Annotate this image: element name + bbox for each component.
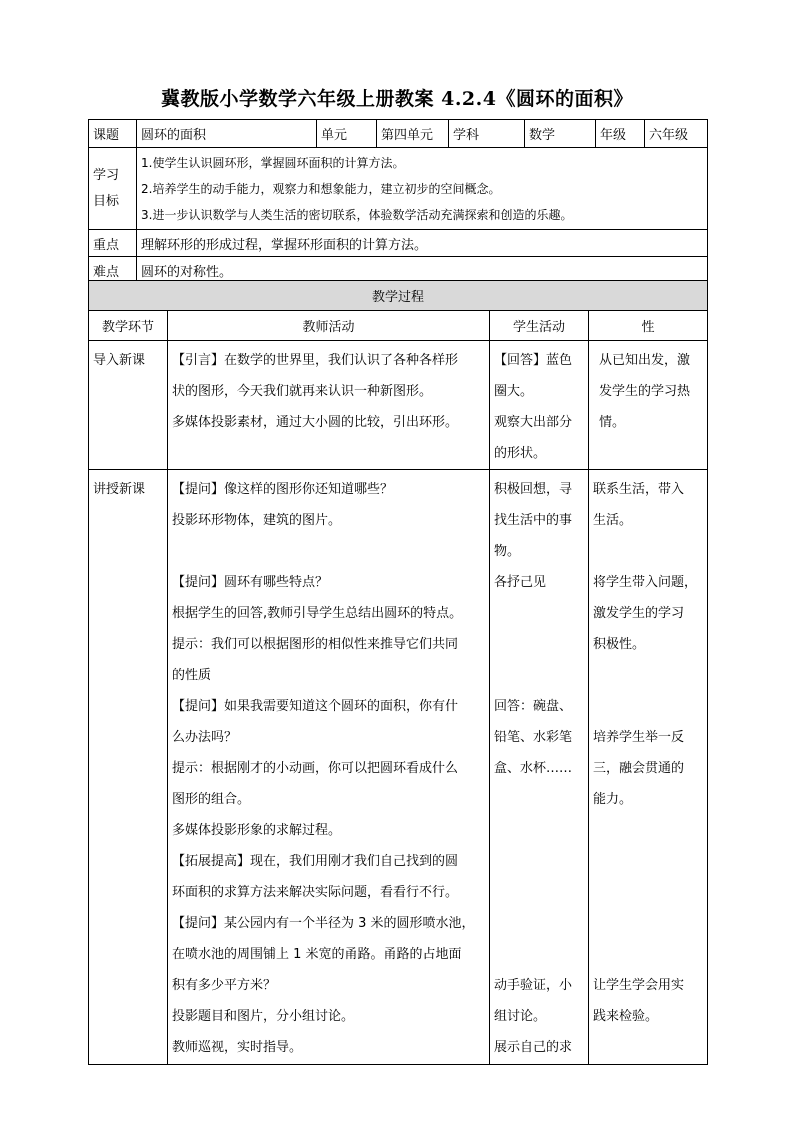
table-row xyxy=(89,341,708,470)
table-row xyxy=(89,470,708,1065)
header-intent: 性 xyxy=(589,311,708,341)
page-title: 冀教版小学数学六年级上册教案 4.2.4《圆环的面积》 xyxy=(160,88,633,110)
grade-label: 年级 xyxy=(596,120,645,148)
difficulty-value: 圆环的对称性。 xyxy=(137,257,708,284)
header-student: 学生活动 xyxy=(490,311,589,341)
unit-label: 单元 xyxy=(317,120,377,148)
objective-item: 1.使学生认识圆环形，掌握圆环面积的计算方法。 xyxy=(141,156,405,170)
stage-new: 讲授新课 xyxy=(89,470,168,1065)
objective-item: 3.进一步认识数学与人类生活的密切联系，体验数学活动充满探索和创造的乐趣。 xyxy=(141,208,573,222)
header-stage: 教学环节 xyxy=(89,311,168,341)
topic-label: 课题 xyxy=(89,120,137,148)
teaching-process-table xyxy=(88,280,708,1065)
objectives-list xyxy=(137,148,708,230)
subject-value: 数学 xyxy=(525,120,596,148)
intent-intro: 从已知出发，激 发学生的学习热 情。 xyxy=(589,341,708,470)
grade-value: 六年级 xyxy=(645,120,708,148)
objective-item: 2.培养学生的动手能力，观察力和想象能力，建立初步的空间概念。 xyxy=(141,182,501,196)
header-teacher: 教师活动 xyxy=(168,311,490,341)
unit-value: 第四单元 xyxy=(377,120,449,148)
topic-value: 圆环的面积 xyxy=(137,120,317,148)
lesson-info-table xyxy=(88,119,708,284)
student-activity-new: 积极回想，寻 找生活中的事 物。 各抒己见 回答：碗盘、 铅笔、水彩笔 盒、水杯…… 动手验证，小 组讨论。 展示自己的求 xyxy=(490,470,589,1065)
intent-new: 联系生活，带入 生活。 将学生带入问题， 激发学生的学习 积极性。 培养学生举一反 三，融会贯通的 能力。 让学生学会用实 践来检验。 xyxy=(589,470,708,1065)
key-value: 理解环形的形成过程，掌握环形面积的计算方法。 xyxy=(137,230,708,257)
subject-label: 学科 xyxy=(449,120,525,148)
teacher-activity-intro: 【引言】在数学的世界里，我们认识了各种各样形 状的图形，今天我们就再来认识一种新图形。 多媒体投影素材，通过大小圆的比较，引出环形。 xyxy=(168,341,490,470)
difficulty-label: 难点 xyxy=(89,257,137,284)
student-activity-intro: 【回答】蓝色 圈大。 观察大出部分 的形状。 xyxy=(490,341,589,470)
teacher-activity-new: 【提问】像这样的图形你还知道哪些？ 投影环形物体，建筑的图片。 【提问】圆环有哪些特点？ 根据学生的回答,教师引导学生总结出圆环的特点。 提示：我们可以根据图形的相似性来推导它们共同 的性质 【提问】如果我需要知道这个圆环的面积，你有什 么办法吗？ 提示：根据刚才的小动画，你可以把圆环看成什么 图形的组合。 多媒体投影形象的求解过程。 【拓展提高】现在，我们用刚才我们自己找到的圆 环面积的求算方法来解决实际问题，看看行不行。 【提问】某公园内有一个半径为 3 米的圆形喷水池， 在喷水池的周围铺上 1 米宽的甬路。甬路的占地面 积有多少平方米？ 投影题目和图片，分小组讨论。 教师巡视，实时指导。 xyxy=(168,470,490,1065)
key-label: 重点 xyxy=(89,230,137,257)
objectives-label: 学习 目标 xyxy=(89,148,137,230)
stage-intro: 导入新课 xyxy=(89,341,168,470)
process-banner: 教学过程 xyxy=(89,281,708,311)
